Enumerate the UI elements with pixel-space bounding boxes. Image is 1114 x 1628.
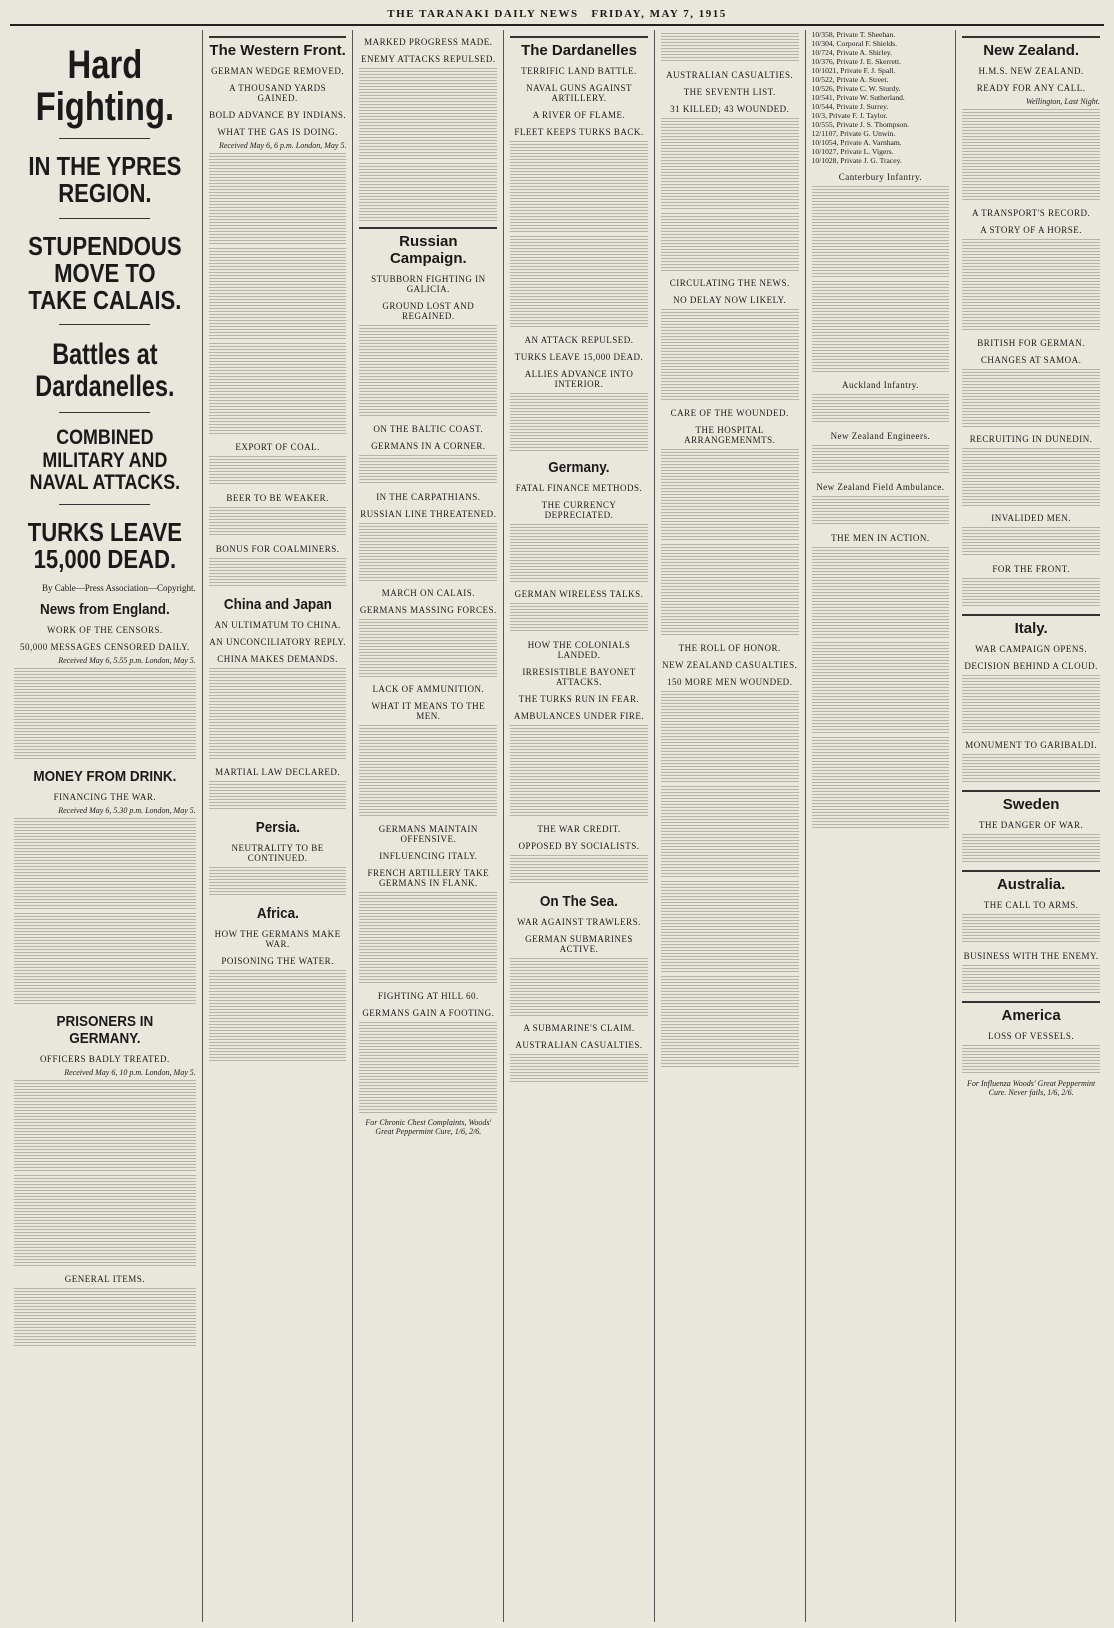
article-text (359, 725, 497, 817)
article-text (209, 153, 347, 245)
subhead: TURKS LEAVE 15,000 DEAD. (514, 352, 644, 362)
article-text (962, 109, 1100, 201)
casualty-entry: 10/1021, Private F. J. Spall. (811, 66, 896, 75)
subhead: OPPOSED BY SOCIALISTS. (518, 841, 640, 851)
masthead-title: THE TARANAKI DAILY NEWS FRIDAY, MAY 7, 1915 (387, 8, 727, 20)
dateline: Received May 6, 5.30 p.m. London, May 5. (58, 806, 196, 816)
article-text (359, 68, 497, 160)
subhead: ALLIES ADVANCE INTO INTERIOR. (524, 369, 634, 389)
subhead: ON THE BALTIC COAST. (373, 424, 484, 434)
subhead: FATAL FINANCE METHODS. (515, 483, 643, 493)
subhead: THE CALL TO ARMS. (983, 900, 1079, 910)
subhead-messages: 50,000 MESSAGES CENSORED DAILY. (20, 642, 190, 653)
subhead: GERMANS IN A CORNER. (371, 441, 486, 451)
subhead: CHANGES AT SAMOA. (980, 355, 1082, 365)
dateline: Received May 6, 6 p.m. London, May 5. (218, 141, 347, 150)
article-text (661, 33, 799, 63)
article-text (209, 970, 347, 1062)
casualty-list (812, 394, 950, 424)
subhead: MARTIAL LAW DECLARED. (215, 767, 341, 777)
column-7 (956, 30, 1106, 1622)
subhead: INVALIDED MEN. (991, 513, 1072, 523)
article-text (14, 1288, 196, 1346)
advertisement: For Chronic Chest Complaints, Woods' Great Peppermint Cure, 1/6, 2/6. (365, 1118, 492, 1136)
section-western-front: The Western Front. (209, 36, 347, 59)
subhead: TERRIFIC LAND BATTLE. (521, 66, 637, 76)
subhead: Canterbury Infantry. (838, 172, 923, 182)
subhead: THE DANGER OF WAR. (978, 820, 1084, 830)
subhead: AMBULANCES UNDER FIRE. (513, 711, 645, 721)
column-2 (203, 30, 354, 1622)
article-text (962, 527, 1100, 557)
subhead: IRRESISTIBLE BAYONET ATTACKS. (522, 667, 636, 687)
subhead-general-items: GENERAL ITEMS. (64, 1274, 145, 1285)
subhead: EXPORT OF COAL. (235, 442, 320, 452)
subhead: CARE OF THE WOUNDED. (670, 408, 789, 418)
subhead: WAR AGAINST TRAWLERS. (517, 917, 641, 927)
subhead: CHINA MAKES DEMANDS. (217, 654, 338, 664)
subhead: LOSS OF VESSELS. (988, 1031, 1075, 1041)
subhead: BONUS FOR COALMINERS. (215, 544, 340, 554)
article-text (812, 547, 950, 639)
subhead: DECISION BEHIND A CLOUD. (964, 661, 1098, 671)
subhead: GERMANS MASSING FORCES. (359, 605, 497, 615)
section-persia: Persia. (255, 819, 300, 836)
subhead: New Zealand Field Ambulance. (816, 482, 945, 492)
casualty-entry: 10/724, Private A. Shirley. (811, 48, 893, 57)
section-australia: Australia. (962, 870, 1100, 893)
subhead: FOR THE FRONT. (992, 564, 1070, 574)
article-text (661, 213, 799, 271)
article-text (209, 867, 347, 897)
subhead: READY FOR ANY CALL. (976, 83, 1086, 93)
article-text (661, 544, 799, 636)
casualty-entry: 12/1107, Private G. Unwin. (811, 129, 896, 138)
article-text (510, 141, 648, 233)
casualty-entry: 10/541, Private W. Sutherland. (811, 93, 905, 102)
subhead-officers: OFFICERS BADLY TREATED. (39, 1054, 170, 1065)
subhead: A RIVER OF FLAME. (532, 110, 626, 120)
casualty-entry: 10/1028, Private J. G. Tracey. (811, 156, 902, 165)
subhead: A STORY OF A HORSE. (980, 225, 1083, 235)
article-text (359, 892, 497, 984)
subhead: FIGHTING AT HILL 60. (377, 991, 479, 1001)
subhead: GERMAN WEDGE REMOVED. (211, 66, 345, 76)
subhead: AUSTRALIAN CASUALTIES. (515, 1040, 643, 1050)
subhead: FRENCH ARTILLERY TAKE GERMANS IN FLANK. (367, 868, 490, 888)
subhead: 31 KILLED; 43 WOUNDED. (670, 104, 790, 114)
subhead: HOW THE COLONIALS LANDED. (527, 640, 631, 660)
subhead: AN ATTACK REPULSED. (524, 335, 634, 345)
headline-combined: COMBINED MILITARY AND NAVAL ATTACKS. (29, 426, 181, 494)
subhead: Auckland Infantry. (841, 380, 919, 390)
article-text (962, 675, 1100, 733)
subhead: New Zealand Engineers. (830, 431, 931, 441)
subhead: AUSTRALIAN CASUALTIES. (666, 70, 794, 80)
subhead: NO DELAY NOW LIKELY. (673, 295, 787, 305)
article-text (510, 725, 648, 817)
subhead: THE MEN IN ACTION. (831, 533, 930, 543)
article-text (962, 369, 1100, 427)
casualty-entry: 10/526, Private C. W. Sturdy. (811, 84, 901, 93)
section-germany: Germany. (548, 459, 610, 476)
section-sweden: Sweden (962, 790, 1100, 813)
column-3 (353, 30, 504, 1622)
section-news-england: News from England. (39, 601, 170, 619)
casualty-entry: 10/304, Corporal F. Shields. (811, 39, 898, 48)
subhead: THE TURKS RUN IN FEAR. (518, 694, 640, 704)
subhead: THE HOSPITAL ARRANGEMENMTS. (684, 425, 776, 445)
column-1 (8, 30, 203, 1622)
byline: By Cable—Press Association—Copyright. (42, 583, 196, 594)
column-6 (806, 30, 957, 1622)
headline-turks-dead: TURKS LEAVE 15,000 DEAD. (27, 516, 183, 574)
section-new-zealand: New Zealand. (962, 36, 1100, 59)
article-text (14, 818, 196, 910)
subhead: RUSSIAN LINE THREATENED. (360, 509, 497, 519)
subhead: ENEMY ATTACKS REPULSED. (360, 54, 496, 64)
headline-dardanelles: Battles at Dardanelles. (35, 338, 175, 403)
section-africa: Africa. (256, 905, 299, 922)
article-text (962, 239, 1100, 331)
article-text (359, 619, 497, 677)
subhead: THE SEVENTH LIST. (683, 87, 776, 97)
article-text (661, 309, 799, 401)
casualty-entry: 10/522, Private A. Street. (811, 75, 889, 84)
article-text (14, 668, 196, 760)
article-text (510, 393, 648, 451)
casualty-entry: 10/544, Private J. Surrey. (811, 102, 889, 111)
subhead: THE ROLL OF HONOR. (678, 643, 781, 653)
headline-ypres: IN THE YPRES REGION. (28, 151, 182, 209)
subhead: GERMAN WIRELESS TALKS. (514, 589, 644, 599)
subhead: A TRANSPORT'S RECORD. (972, 208, 1091, 218)
section-italy: Italy. (962, 614, 1100, 637)
casualty-entry: 10/358, Private T. Sheehan. (811, 30, 896, 39)
article-text (209, 343, 347, 435)
article-text (962, 1045, 1100, 1075)
subhead: H.M.S. NEW ZEALAND. (978, 66, 1084, 76)
subhead: POISONING THE WATER. (221, 956, 334, 966)
advertisement: For Influenza Woods' Great Peppermint Cure. Never fails, 1/6, 2/6. (967, 1079, 1096, 1097)
casualty-list (661, 786, 799, 878)
subhead-financing: FINANCING THE WAR. (53, 792, 157, 803)
article-text (14, 913, 196, 1005)
subhead: INFLUENCING ITALY. (379, 851, 478, 861)
article-text (661, 449, 799, 541)
article-text (359, 163, 497, 221)
subhead: GERMANS MAINTAIN OFFENSIVE. (378, 824, 478, 844)
casualty-list (812, 281, 950, 373)
dateline: Received May 6, 10 p.m. London, May 5. (64, 1068, 196, 1078)
headline-hard-fighting: Hard Fighting. (35, 43, 175, 129)
article-text (209, 558, 347, 588)
section-china-japan: China and Japan (223, 596, 332, 613)
article-text (359, 325, 497, 417)
subhead: 150 MORE MEN WOUNDED. (667, 677, 793, 687)
column-5 (655, 30, 806, 1622)
article-text (510, 855, 648, 885)
section-dardanelles: The Dardanelles (510, 36, 648, 59)
article-text (962, 914, 1100, 944)
subhead: WHAT IT MEANS TO THE MEN. (371, 701, 486, 721)
dateline: Received May 6, 5.55 p.m. London, May 5. (58, 656, 196, 666)
article-text (962, 754, 1100, 784)
article-text (209, 456, 347, 486)
column-4 (504, 30, 655, 1622)
casualty-list (812, 186, 950, 278)
casualty-entry: 10/1027, Private L. Vigers. (811, 147, 894, 156)
casualty-entry: 10/3, Private F. J. Taylor. (811, 111, 888, 120)
subhead: THE CURRENCY DEPRECIATED. (541, 500, 617, 520)
subhead: STUBBORN FIGHTING IN GALICIA. (371, 274, 486, 294)
article-text (510, 1054, 648, 1084)
article-text (962, 834, 1100, 864)
article-text (359, 1022, 497, 1114)
subhead: AN UNCONCILIATORY REPLY. (209, 637, 346, 647)
subhead: BUSINESS WITH THE ENEMY. (963, 951, 1099, 961)
subhead: HOW THE GERMANS MAKE WAR. (214, 929, 341, 949)
article-text (510, 958, 648, 1016)
subhead: THE WAR CREDIT. (537, 824, 621, 834)
article-text (962, 578, 1100, 608)
subhead: A THOUSAND YARDS GAINED. (229, 83, 327, 103)
article-text (962, 965, 1100, 995)
article-text (812, 737, 950, 829)
article-text (359, 455, 497, 485)
section-russian-campaign: Russian Campaign. (359, 227, 497, 267)
subhead: FLEET KEEPS TURKS BACK. (514, 127, 644, 137)
subhead: BEER TO BE WEAKER. (226, 493, 329, 503)
section-america: America (962, 1001, 1100, 1024)
article-text (661, 118, 799, 210)
subhead: WAR CAMPAIGN OPENS. (975, 644, 1088, 654)
subhead: BRITISH FOR GERMAN. (977, 338, 1086, 348)
article-text (14, 1080, 196, 1172)
article-text (209, 507, 347, 537)
casualty-list (661, 976, 799, 1068)
article-text (209, 781, 347, 811)
casualty-entry: 10/1054, Private A. Varnham. (811, 138, 902, 147)
subhead: MARKED PROGRESS MADE. (364, 37, 493, 47)
headline-calais: STUPENDOUS MOVE TO TAKE CALAIS. (28, 230, 182, 316)
subhead: BOLD ADVANCE BY INDIANS. (209, 110, 347, 120)
subhead: MARCH ON CALAIS. (381, 588, 475, 598)
subhead-censors: WORK OF THE CENSORS. (46, 625, 163, 636)
section-on-the-sea: On The Sea. (540, 893, 619, 910)
subhead: LACK OF AMMUNITION. (372, 684, 485, 694)
subhead: NEUTRALITY TO BE CONTINUED. (231, 843, 324, 863)
subhead: GERMAN SUBMARINES ACTIVE. (525, 934, 633, 954)
section-money-drink: MONEY FROM DRINK. (33, 768, 177, 786)
article-text (14, 1175, 196, 1267)
subhead: AN ULTIMATUM TO CHINA. (214, 620, 341, 630)
dateline: Wellington, Last Night. (1026, 97, 1100, 106)
article-text (510, 236, 648, 328)
casualty-list (812, 445, 950, 475)
subhead: MONUMENT TO GARIBALDI. (965, 740, 1098, 750)
casualty-list (661, 881, 799, 973)
subhead: CIRCULATING THE NEWS. (669, 278, 790, 288)
subhead: NAVAL GUNS AGAINST ARTILLERY. (526, 83, 632, 103)
subhead: NEW ZEALAND CASUALTIES. (662, 660, 798, 670)
article-text (510, 524, 648, 582)
casualty-list (661, 691, 799, 783)
article-text (209, 668, 347, 760)
subhead: GERMANS GAIN A FOOTING. (362, 1008, 495, 1018)
subhead: IN THE CARPATHIANS. (376, 492, 481, 502)
masthead (10, 4, 1104, 26)
subhead: WHAT THE GAS IS DOING. (217, 127, 338, 137)
casualty-list (812, 496, 950, 526)
subhead: RECRUITING IN DUNEDIN. (969, 434, 1093, 444)
article-text (812, 642, 950, 734)
article-text (359, 523, 497, 581)
article-text (209, 248, 347, 340)
section-prisoners: PRISONERS IN GERMANY. (56, 1013, 154, 1048)
subhead: GROUND LOST AND REGAINED. (382, 301, 475, 321)
subhead: A SUBMARINE'S CLAIM. (523, 1023, 635, 1033)
casualty-entry: 10/555, Private J. S. Thompson. (811, 120, 909, 129)
casualty-entry: 10/376, Private J. E. Skerrett. (811, 57, 902, 66)
article-text (510, 603, 648, 633)
article-text (962, 448, 1100, 506)
